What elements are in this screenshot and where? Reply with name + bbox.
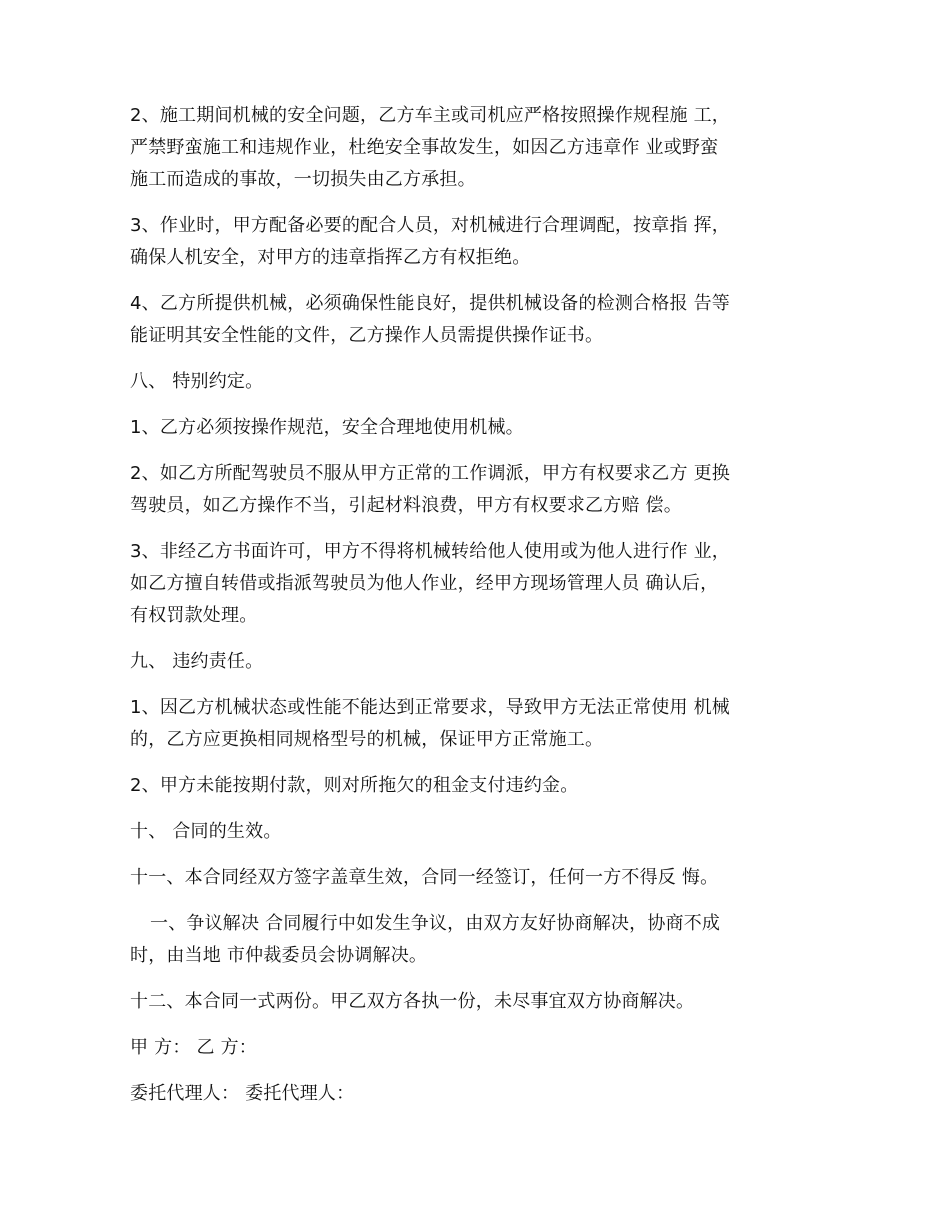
text-line: 的，乙方应更换相同规格型号的机械，保证甲方正常施工。 <box>130 729 604 750</box>
text-line: 一、争议解决 合同履行中如发生争议，由双方友好协商解决，协商不成 <box>150 913 721 934</box>
text-line: 有权罚款处理。 <box>130 605 258 626</box>
text-line: 2、施工期间机械的安全问题，乙方车主或司机应严格按照操作规程施 工， <box>130 105 730 126</box>
text-line: 2、如乙方所配驾驶员不服从甲方正常的工作调派，甲方有权要求乙方 更换 <box>130 463 730 484</box>
text-line: 十一、本合同经双方签字盖章生效，合同一经签订，任何一方不得反 悔。 <box>130 867 719 888</box>
text-line: 时，由当地 市仲裁委员会协调解决。 <box>130 945 428 966</box>
text-line: 4、乙方所提供机械，必须确保性能良好，提供机械设备的检测合格报 告等 <box>130 293 730 314</box>
text-line: 九、 违约责任。 <box>130 651 264 672</box>
clause-paragraph <box>130 458 810 522</box>
text-line: 十、 合同的生效。 <box>130 821 282 842</box>
text-line: 甲 方： 乙 方： <box>130 1037 257 1058</box>
clause-paragraph <box>130 288 810 352</box>
text-line: 1、因乙方机械状态或性能不能达到正常要求，导致甲方无法正常使用 机械 <box>130 697 730 718</box>
text-line: 1、乙方必须按操作规范，安全合理地使用机械。 <box>130 417 524 438</box>
text-line: 如乙方擅自转借或指派驾驶员为他人作业，经甲方现场管理人员 确认后， <box>130 573 719 594</box>
text-line: 严禁野蛮施工和违规作业，杜绝安全事故发生，如因乙方违章作 业或野蛮 <box>130 137 719 158</box>
clause-paragraph <box>130 986 810 1018</box>
text-line: 施工而造成的事故，一切损失由乙方承担。 <box>130 169 476 190</box>
clause-paragraph <box>130 862 810 894</box>
text-line: 确保人机安全，对甲方的违章指挥乙方有权拒绝。 <box>130 247 531 268</box>
clause-paragraph <box>130 412 810 444</box>
clause-paragraph <box>130 100 810 196</box>
section-heading <box>130 646 810 678</box>
text-line: 3、非经乙方书面许可，甲方不得将机械转给他人使用或为他人进行作 业， <box>130 541 730 562</box>
clause-paragraph <box>130 210 810 274</box>
section-heading <box>130 816 810 848</box>
clause-paragraph <box>130 692 810 756</box>
section-heading <box>130 366 810 398</box>
text-line: 2、甲方未能按期付款，则对所拖欠的租金支付违约金。 <box>130 775 579 796</box>
clause-paragraph <box>130 908 810 972</box>
clause-paragraph <box>130 770 810 802</box>
text-line: 驾驶员，如乙方操作不当，引起材料浪费，甲方有权要求乙方赔 偿。 <box>130 495 682 516</box>
text-line: 3、作业时，甲方配备必要的配合人员，对机械进行合理调配，按章指 挥， <box>130 215 730 236</box>
text-line: 八、 特别约定。 <box>130 371 264 392</box>
document-page <box>130 100 810 1124</box>
text-line: 委托代理人： 委托代理人： <box>130 1083 355 1104</box>
text-line: 能证明其安全性能的文件，乙方操作人员需提供操作证书。 <box>130 325 604 346</box>
clause-paragraph <box>130 536 810 632</box>
signature-agents <box>130 1078 810 1110</box>
text-line: 十二、本合同一式两份。甲乙双方各执一份，未尽事宜双方协商解决。 <box>130 991 695 1012</box>
signature-parties <box>130 1032 810 1064</box>
